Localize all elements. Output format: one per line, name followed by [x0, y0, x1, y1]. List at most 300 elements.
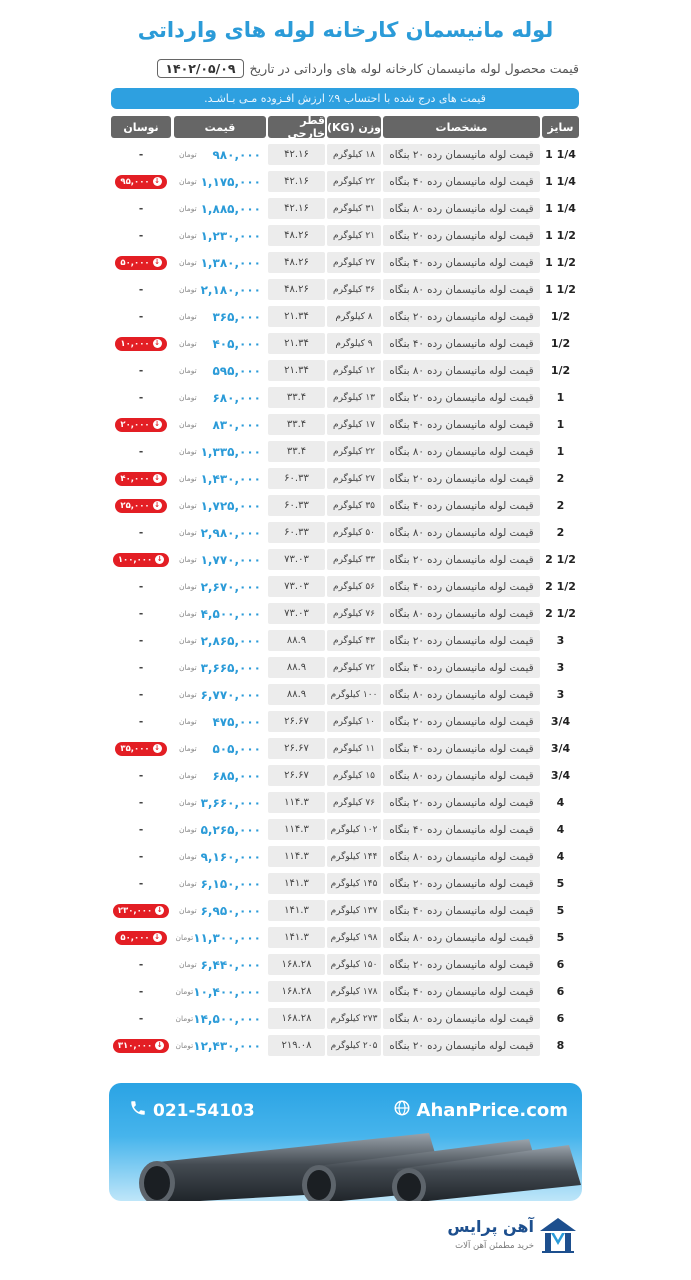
website-link[interactable]: [393, 1099, 568, 1122]
size-cell: 4: [542, 846, 579, 867]
change-badge: [113, 1039, 169, 1053]
price-cell: [174, 603, 266, 624]
weight-cell: ۹ کیلوگرم: [327, 333, 381, 354]
date-badge: ۱۴۰۲/۰۵/۰۹: [157, 59, 243, 78]
desc-cell: قیمت لوله مانیسمان رده ۴۰ بنگاه: [383, 657, 540, 678]
od-cell: ۱۶۸.۲۸: [268, 981, 325, 1002]
od-cell: ۲۶.۶۷: [268, 738, 325, 759]
price-unit: تومان: [179, 285, 197, 294]
table-row: [111, 818, 579, 845]
od-cell: ۲۱.۳۴: [268, 306, 325, 327]
desc-cell: قیمت لوله مانیسمان رده ۸۰ بنگاه: [383, 198, 540, 219]
change-cell: [111, 900, 171, 921]
weight-cell: ۱۳۷ کیلوگرم: [327, 900, 381, 921]
price-cell: [174, 657, 266, 678]
od-cell: ۶۰.۳۳: [268, 522, 325, 543]
weight-cell: ۳۶ کیلوگرم: [327, 279, 381, 300]
price-value: ۱۴,۵۰۰,۰۰۰: [193, 1011, 261, 1026]
table-row: [111, 791, 579, 818]
size-cell: 4: [542, 819, 579, 840]
weight-cell: ۱۱ کیلوگرم: [327, 738, 381, 759]
price-cell: [174, 252, 266, 273]
arrow-down-icon: ↓: [156, 555, 163, 563]
no-change-dash: -: [138, 445, 144, 458]
price-value: ۱۰,۴۰۰,۰۰۰: [193, 984, 261, 999]
price-unit: تومان: [179, 636, 197, 645]
no-change-dash: -: [138, 148, 144, 161]
no-change-dash: -: [138, 661, 144, 674]
price-value: ۱,۴۳۰,۰۰۰: [200, 471, 261, 486]
weight-cell: ۲۱ کیلوگرم: [327, 225, 381, 246]
price-unit: تومان: [179, 690, 197, 699]
change-value: ۵۰,۰۰۰: [120, 932, 150, 943]
no-change-dash: -: [138, 391, 144, 404]
price-unit: تومان: [175, 1041, 194, 1050]
weight-cell: ۴۳ کیلوگرم: [327, 630, 381, 651]
size-cell: 1/2: [542, 306, 579, 327]
change-cell: [111, 576, 171, 597]
price-cell: [174, 846, 266, 867]
no-change-dash: -: [138, 580, 144, 593]
size-cell: 8: [542, 1035, 579, 1056]
size-cell: 1 1/2: [542, 252, 579, 273]
weight-cell: ۱۰ کیلوگرم: [327, 711, 381, 732]
desc-cell: قیمت لوله مانیسمان رده ۴۰ بنگاه: [383, 414, 540, 435]
price-unit: تومان: [179, 906, 197, 915]
price-value: ۶۸۵,۰۰۰: [212, 768, 261, 783]
size-cell: 1/2: [542, 333, 579, 354]
od-cell: ۴۸.۲۶: [268, 279, 325, 300]
no-change-dash: -: [138, 715, 144, 728]
price-value: ۴,۵۰۰,۰۰۰: [200, 606, 261, 621]
price-value: ۶,۷۷۰,۰۰۰: [200, 687, 261, 702]
change-value: ۹۵,۰۰۰: [120, 176, 150, 187]
table-row: [111, 170, 579, 197]
desc-cell: قیمت لوله مانیسمان رده ۸۰ بنگاه: [383, 279, 540, 300]
change-cell: [111, 1035, 171, 1056]
price-cell: [174, 495, 266, 516]
price-value: ۶,۹۵۰,۰۰۰: [200, 903, 261, 918]
price-cell: [174, 225, 266, 246]
table-row: [111, 440, 579, 467]
desc-cell: قیمت لوله مانیسمان رده ۲۰ بنگاه: [383, 1035, 540, 1056]
promo-banner: [109, 1083, 582, 1201]
desc-cell: قیمت لوله مانیسمان رده ۸۰ بنگاه: [383, 360, 540, 381]
desc-cell: قیمت لوله مانیسمان رده ۲۰ بنگاه: [383, 792, 540, 813]
desc-cell: قیمت لوله مانیسمان رده ۲۰ بنگاه: [383, 306, 540, 327]
price-value: ۵,۲۶۵,۰۰۰: [200, 822, 261, 837]
change-cell: [111, 846, 171, 867]
price-unit: تومان: [179, 744, 197, 753]
arrow-down-icon: ↓: [156, 1041, 163, 1049]
price-cell: [174, 684, 266, 705]
od-cell: ۶۰.۳۳: [268, 468, 325, 489]
page-title: لوله مانیسمان کارخانه لوله های وارداتی: [137, 18, 554, 42]
price-unit: تومان: [179, 663, 197, 672]
table-row: [111, 1034, 579, 1061]
price-value: ۲,۶۷۰,۰۰۰: [200, 579, 261, 594]
change-cell: [111, 630, 171, 651]
od-cell: ۷۳.۰۳: [268, 576, 325, 597]
change-value: ۲۰,۰۰۰: [120, 419, 150, 430]
col-header-price: قیمت: [174, 116, 266, 138]
size-cell: 1: [542, 387, 579, 408]
price-unit: تومان: [179, 582, 197, 591]
size-cell: 3/4: [542, 738, 579, 759]
change-cell: [111, 738, 171, 759]
price-cell: [174, 387, 266, 408]
col-header-desc: مشخصات: [383, 116, 540, 138]
change-badge: [115, 175, 166, 189]
price-unit: تومان: [179, 825, 197, 834]
no-change-dash: -: [138, 202, 144, 215]
table-row: [111, 710, 579, 737]
table-row: [111, 467, 579, 494]
weight-cell: ۵۰ کیلوگرم: [327, 522, 381, 543]
price-cell: [174, 414, 266, 435]
table-header: [111, 116, 579, 138]
desc-cell: قیمت لوله مانیسمان رده ۲۰ بنگاه: [383, 549, 540, 570]
phone-number: 021-54103: [153, 1100, 255, 1121]
price-unit: تومان: [179, 420, 197, 429]
size-cell: 3: [542, 630, 579, 651]
price-value: ۱,۱۷۵,۰۰۰: [200, 174, 261, 189]
arrow-down-icon: ↓: [154, 420, 161, 428]
size-cell: 5: [542, 873, 579, 894]
desc-cell: قیمت لوله مانیسمان رده ۲۰ بنگاه: [383, 630, 540, 651]
table-row: [111, 575, 579, 602]
weight-cell: ۲۷ کیلوگرم: [327, 252, 381, 273]
od-cell: ۴۸.۲۶: [268, 252, 325, 273]
change-cell: [111, 468, 171, 489]
change-cell: [111, 657, 171, 678]
od-cell: ۸۸.۹: [268, 657, 325, 678]
desc-cell: قیمت لوله مانیسمان رده ۸۰ بنگاه: [383, 765, 540, 786]
change-badge: [115, 256, 166, 270]
change-value: ۱۰۰,۰۰۰: [117, 554, 153, 565]
weight-cell: ۱۰۲ کیلوگرم: [327, 819, 381, 840]
change-cell: [111, 171, 171, 192]
desc-cell: قیمت لوله مانیسمان رده ۴۰ بنگاه: [383, 495, 540, 516]
price-cell: [174, 792, 266, 813]
no-change-dash: -: [138, 769, 144, 782]
price-cell: [174, 549, 266, 570]
desc-cell: قیمت لوله مانیسمان رده ۲۰ بنگاه: [383, 468, 540, 489]
desc-cell: قیمت لوله مانیسمان رده ۴۰ بنگاه: [383, 819, 540, 840]
col-header-change: نوسان: [111, 116, 171, 138]
price-unit: تومان: [179, 393, 197, 402]
od-cell: ۸۸.۹: [268, 630, 325, 651]
change-cell: [111, 603, 171, 624]
desc-cell: قیمت لوله مانیسمان رده ۴۰ بنگاه: [383, 900, 540, 921]
arrow-down-icon: ↓: [154, 177, 161, 185]
price-unit: تومان: [179, 177, 197, 186]
change-cell: [111, 306, 171, 327]
table-row: [111, 332, 579, 359]
arrow-down-icon: ↓: [154, 474, 161, 482]
table-row: [111, 602, 579, 629]
od-cell: ۱۱۴.۳: [268, 792, 325, 813]
brand-name: آهن پرایس: [447, 1217, 534, 1236]
weight-cell: ۱۰۰ کیلوگرم: [327, 684, 381, 705]
arrow-down-icon: ↓: [154, 339, 161, 347]
table-row: [111, 629, 579, 656]
od-cell: ۱۴۱.۳: [268, 900, 325, 921]
price-unit: تومان: [179, 474, 197, 483]
price-value: ۲,۱۸۰,۰۰۰: [200, 282, 261, 297]
price-cell: [174, 144, 266, 165]
price-cell: [174, 171, 266, 192]
desc-cell: قیمت لوله مانیسمان رده ۲۰ بنگاه: [383, 144, 540, 165]
size-cell: 5: [542, 927, 579, 948]
change-cell: [111, 387, 171, 408]
price-cell: [174, 522, 266, 543]
price-unit: تومان: [179, 312, 197, 321]
table-row: [111, 278, 579, 305]
price-value: ۶,۴۴۰,۰۰۰: [200, 957, 261, 972]
change-value: ۴۰,۰۰۰: [120, 473, 150, 484]
price-value: ۳۶۵,۰۰۰: [212, 309, 261, 324]
price-value: ۱,۷۲۵,۰۰۰: [200, 498, 261, 513]
change-cell: [111, 144, 171, 165]
price-value: ۱,۳۸۰,۰۰۰: [200, 255, 261, 270]
weight-cell: ۸ کیلوگرم: [327, 306, 381, 327]
table-row: [111, 305, 579, 332]
desc-cell: قیمت لوله مانیسمان رده ۲۰ بنگاه: [383, 954, 540, 975]
table-row: [111, 926, 579, 953]
desc-cell: قیمت لوله مانیسمان رده ۴۰ بنگاه: [383, 171, 540, 192]
price-value: ۴۷۵,۰۰۰: [212, 714, 261, 729]
weight-cell: ۷۶ کیلوگرم: [327, 792, 381, 813]
od-cell: ۳۳.۴: [268, 441, 325, 462]
table-row: [111, 386, 579, 413]
size-cell: 2: [542, 495, 579, 516]
price-unit: تومان: [179, 960, 197, 969]
price-unit: تومان: [179, 852, 197, 861]
desc-cell: قیمت لوله مانیسمان رده ۸۰ بنگاه: [383, 522, 540, 543]
table-row: [111, 494, 579, 521]
page-subtitle: [157, 59, 579, 78]
change-cell: [111, 711, 171, 732]
od-cell: ۳۳.۴: [268, 387, 325, 408]
od-cell: ۸۸.۹: [268, 684, 325, 705]
desc-cell: قیمت لوله مانیسمان رده ۸۰ بنگاه: [383, 927, 540, 948]
size-cell: 1/2: [542, 360, 579, 381]
weight-cell: ۱۹۸ کیلوگرم: [327, 927, 381, 948]
change-cell: [111, 225, 171, 246]
phone-contact[interactable]: [129, 1099, 255, 1122]
arrow-down-icon: ↓: [154, 501, 161, 509]
no-change-dash: -: [138, 958, 144, 971]
price-unit: تومان: [179, 771, 197, 780]
weight-cell: ۳۱ کیلوگرم: [327, 198, 381, 219]
weight-cell: ۱۲ کیلوگرم: [327, 360, 381, 381]
change-cell: [111, 927, 171, 948]
price-unit: تومان: [175, 933, 194, 942]
no-change-dash: -: [138, 1012, 144, 1025]
table-row: [111, 656, 579, 683]
size-cell: 2: [542, 468, 579, 489]
price-value: ۱,۸۸۵,۰۰۰: [200, 201, 261, 216]
change-value: ۱۰,۰۰۰: [120, 338, 150, 349]
price-cell: [174, 198, 266, 219]
size-cell: 2 1/2: [542, 549, 579, 570]
change-badge: [115, 472, 166, 486]
price-unit: تومان: [179, 447, 197, 456]
no-change-dash: -: [138, 283, 144, 296]
price-value: ۹۸۰,۰۰۰: [212, 147, 261, 162]
phone-icon: [129, 1099, 147, 1122]
table-row: [111, 251, 579, 278]
change-cell: [111, 441, 171, 462]
no-change-dash: -: [138, 985, 144, 998]
od-cell: ۲۱.۳۴: [268, 333, 325, 354]
price-cell: [174, 900, 266, 921]
price-unit: تومان: [179, 879, 197, 888]
size-cell: 6: [542, 954, 579, 975]
change-cell: [111, 549, 171, 570]
desc-cell: قیمت لوله مانیسمان رده ۴۰ بنگاه: [383, 252, 540, 273]
od-cell: ۷۳.۰۳: [268, 549, 325, 570]
price-unit: تومان: [175, 1014, 194, 1023]
price-unit: تومان: [179, 609, 197, 618]
price-cell: [174, 711, 266, 732]
price-cell: [174, 1008, 266, 1029]
table-row: [111, 764, 579, 791]
brand-tagline: خرید مطمئن آهن آلات: [455, 1241, 534, 1251]
od-cell: ۱۱۴.۳: [268, 846, 325, 867]
table-row: [111, 143, 579, 170]
change-cell: [111, 765, 171, 786]
weight-cell: ۲۷ کیلوگرم: [327, 468, 381, 489]
table-row: [111, 953, 579, 980]
weight-cell: ۱۷ کیلوگرم: [327, 414, 381, 435]
price-value: ۱,۲۳۰,۰۰۰: [200, 228, 261, 243]
price-cell: [174, 1035, 266, 1056]
weight-cell: ۲۲ کیلوگرم: [327, 171, 381, 192]
size-cell: 1 1/4: [542, 171, 579, 192]
change-badge: [115, 418, 166, 432]
od-cell: ۴۲.۱۶: [268, 198, 325, 219]
no-change-dash: -: [138, 229, 144, 242]
price-unit: تومان: [175, 987, 194, 996]
table-row: [111, 872, 579, 899]
price-cell: [174, 333, 266, 354]
price-unit: تومان: [179, 555, 197, 564]
size-cell: 1: [542, 441, 579, 462]
weight-cell: ۱۵۰ کیلوگرم: [327, 954, 381, 975]
price-value: ۱۲,۴۳۰,۰۰۰: [193, 1038, 261, 1053]
size-cell: 1 1/4: [542, 144, 579, 165]
price-unit: تومان: [179, 366, 197, 375]
size-cell: 3: [542, 657, 579, 678]
no-change-dash: -: [138, 796, 144, 809]
desc-cell: قیمت لوله مانیسمان رده ۸۰ بنگاه: [383, 603, 540, 624]
desc-cell: قیمت لوله مانیسمان رده ۲۰ بنگاه: [383, 873, 540, 894]
price-value: ۱,۷۷۰,۰۰۰: [200, 552, 261, 567]
weight-cell: ۱۷۸ کیلوگرم: [327, 981, 381, 1002]
price-cell: [174, 360, 266, 381]
arrow-down-icon: ↓: [154, 258, 161, 266]
table-row: [111, 683, 579, 710]
weight-cell: ۱۴۵ کیلوگرم: [327, 873, 381, 894]
weight-cell: ۵۶ کیلوگرم: [327, 576, 381, 597]
od-cell: ۴۲.۱۶: [268, 144, 325, 165]
table-row: [111, 1007, 579, 1034]
price-value: ۸۳۰,۰۰۰: [212, 417, 261, 432]
price-unit: تومان: [179, 339, 197, 348]
price-cell: [174, 927, 266, 948]
table-row: [111, 737, 579, 764]
weight-cell: ۳۳ کیلوگرم: [327, 549, 381, 570]
price-value: ۶,۱۵۰,۰۰۰: [200, 876, 261, 891]
od-cell: ۴۲.۱۶: [268, 171, 325, 192]
no-change-dash: -: [138, 850, 144, 863]
change-cell: [111, 981, 171, 1002]
change-badge: [115, 931, 166, 945]
change-cell: [111, 684, 171, 705]
change-cell: [111, 522, 171, 543]
change-value: ۲۳۰,۰۰۰: [117, 905, 153, 916]
price-value: ۹,۱۶۰,۰۰۰: [200, 849, 261, 864]
weight-cell: ۲۷۳ کیلوگرم: [327, 1008, 381, 1029]
price-value: ۳,۶۶۰,۰۰۰: [200, 795, 261, 810]
no-change-dash: -: [138, 688, 144, 701]
weight-cell: ۱۸ کیلوگرم: [327, 144, 381, 165]
no-change-dash: -: [138, 526, 144, 539]
website-url: AhanPrice.com: [416, 1100, 568, 1121]
price-value: ۵۹۵,۰۰۰: [212, 363, 261, 378]
change-value: ۲۵,۰۰۰: [120, 500, 150, 511]
price-value: ۱۱,۳۰۰,۰۰۰: [193, 930, 261, 945]
desc-cell: قیمت لوله مانیسمان رده ۴۰ بنگاه: [383, 576, 540, 597]
od-cell: ۱۶۸.۲۸: [268, 954, 325, 975]
change-badge: [115, 499, 166, 513]
table-row: [111, 980, 579, 1007]
change-cell: [111, 279, 171, 300]
change-value: ۳۵,۰۰۰: [120, 743, 150, 754]
price-cell: [174, 819, 266, 840]
change-badge: [113, 553, 169, 567]
change-cell: [111, 954, 171, 975]
od-cell: ۲۱۹.۰۸: [268, 1035, 325, 1056]
price-unit: تومان: [179, 204, 197, 213]
change-cell: [111, 873, 171, 894]
change-badge: [113, 904, 169, 918]
od-cell: ۱۶۸.۲۸: [268, 1008, 325, 1029]
price-cell: [174, 981, 266, 1002]
no-change-dash: -: [138, 823, 144, 836]
ahanprice-logo-icon: [538, 1215, 578, 1259]
desc-cell: قیمت لوله مانیسمان رده ۲۰ بنگاه: [383, 225, 540, 246]
table-row: [111, 224, 579, 251]
od-cell: ۱۱۴.۳: [268, 819, 325, 840]
table-row: [111, 548, 579, 575]
od-cell: ۱۴۱.۳: [268, 927, 325, 948]
od-cell: ۴۸.۲۶: [268, 225, 325, 246]
col-header-od: قطر خارجی: [268, 116, 325, 138]
weight-cell: ۲۰۵ کیلوگرم: [327, 1035, 381, 1056]
weight-cell: ۱۵ کیلوگرم: [327, 765, 381, 786]
price-cell: [174, 576, 266, 597]
change-badge: [115, 337, 166, 351]
price-value: ۱,۳۳۵,۰۰۰: [200, 444, 261, 459]
weight-cell: ۷۲ کیلوگرم: [327, 657, 381, 678]
change-cell: [111, 360, 171, 381]
change-cell: [111, 333, 171, 354]
price-cell: [174, 630, 266, 651]
price-value: ۳,۶۶۵,۰۰۰: [200, 660, 261, 675]
